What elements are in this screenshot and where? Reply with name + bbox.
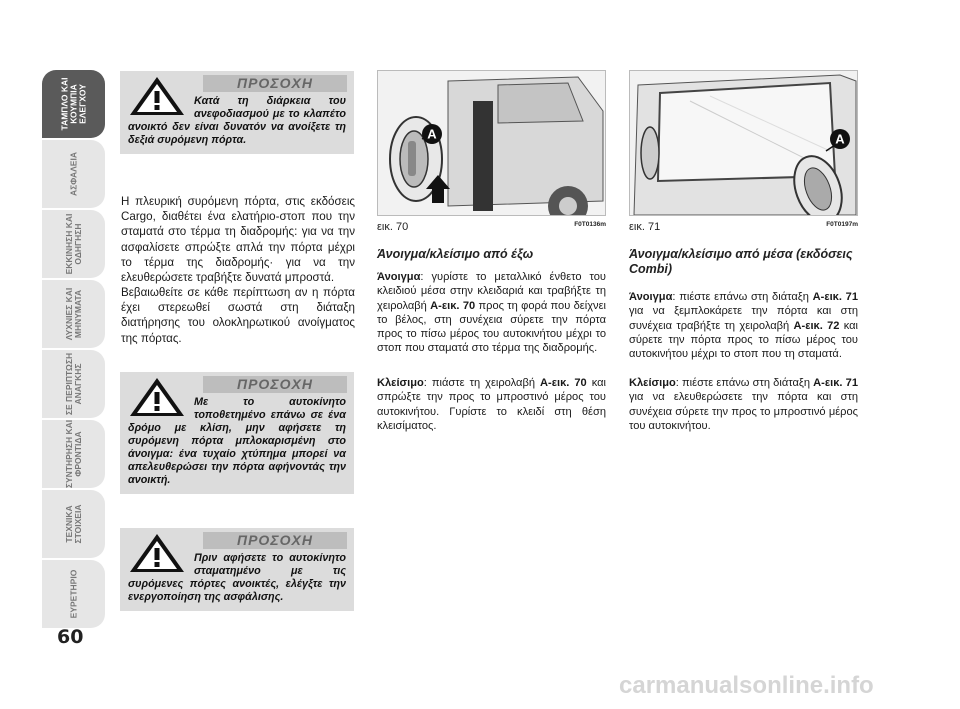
text-part: : πιέστε επάνω στη διάταξη [675, 377, 814, 389]
section-heading: Άνοιγμα/κλείσιμο από μέσα (εκδόσεις Combi) [629, 247, 853, 276]
tab-label: ΤΕΧΝΙΚΑ ΣΤΟΙΧΕΙΑ [63, 504, 83, 544]
warning-triangle-icon [128, 532, 186, 574]
text-part: : γυρίστε το μεταλλικό ένθετο του κλειδιού μέσα στην κλειδαριά και τραβήξτε τη χειρολαβή [377, 271, 606, 312]
warning-triangle-icon [128, 376, 186, 418]
warning-title: ΠΡΟΣΟΧΗ [203, 532, 347, 549]
figure-caption [629, 221, 858, 233]
text-part: για να ξεμπλοκάρετε την πόρτα και στη συνέχεια τραβήξτε τη χειρολαβή [629, 305, 858, 332]
watermark: carmanualsonline.info [619, 672, 874, 699]
warning-box [120, 71, 354, 154]
warning-triangle-icon [128, 75, 186, 117]
figure-reference: A-εικ. 70 [430, 299, 476, 312]
label-close: Κλείσιμο [629, 377, 676, 389]
figure-code: F0T0136m [574, 221, 606, 228]
page-number: 60 [57, 626, 84, 648]
tab-maintenance[interactable] [42, 420, 105, 488]
svg-text:A: A [427, 126, 437, 142]
tab-lights-messages[interactable] [42, 280, 105, 348]
label-close: Κλείσιμο [377, 377, 424, 389]
warning-text: Κατά τη διάρκεια του ανεφοδιασμού με το κλαπέτο ανοικτό δεν είναι δυνατόν να ανοίξετε τη δεξιά συρόμενη πόρτα. [128, 95, 346, 146]
instruction-close [377, 376, 606, 433]
instruction-close [629, 376, 858, 433]
figure-code: F0T0197m [826, 221, 858, 228]
instruction-open [377, 270, 606, 356]
label-open: Άνοιγμα [377, 271, 421, 283]
tab-dashboard-controls[interactable] [42, 70, 105, 138]
tab-label: ΕΚΚΙΝΗΣΗ ΚΑΙ ΟΔΗΓΗΣΗ [63, 213, 83, 275]
warning-title: ΠΡΟΣΟΧΗ [203, 376, 347, 393]
figure-interior-door-release [629, 70, 858, 216]
chapter-tabs [42, 70, 105, 630]
callout-marker-a [421, 123, 443, 145]
body-paragraph: Βεβαιωθείτε σε κάθε περίπτωση αν η πόρτα έχει στερεωθεί σωστά στη διάταξη διατήρησης του ολοκληρωτικού ανοίγματος της πόρτας. [121, 286, 355, 345]
tab-emergency[interactable] [42, 350, 105, 418]
text-part: και σύρετε την πόρτα προς το πίσω μέρος του αυτοκινήτου μέχρι το στοπ που τη σταματά. [629, 319, 858, 361]
instruction-open [629, 290, 858, 361]
label-open: Άνοιγμα [629, 291, 673, 303]
warning-text: Με το αυτοκίνητο τοποθετημένο επάνω σε ένα δρόμο με κλίση, μην αφήσετε τη συρόμενη πόρτα μπλοκαρισμένη στο άνοιγμα: ένα τυχαίο χτύπημα μπορεί να απελευθερώσει την πόρτα αφήνοντάς την ανοικτή. [128, 396, 346, 486]
text-part: : πιάστε τη χειρολαβή [423, 377, 541, 389]
tab-label: ΣΕ ΠΕΡΙΠΤΩΣΗ ΑΝΑΓΚΗΣ [63, 352, 83, 416]
tab-label: ΛΥΧΝΙΕΣ ΚΑΙ ΜΗΝΥΜΑΤΑ [63, 287, 83, 341]
figure-reference: A-εικ. 72 [793, 319, 840, 332]
tab-label: ΣΥΝΤΗΡΗΣΗ ΚΑΙ ΦΡΟΝΤΙΔΑ [63, 419, 83, 489]
figure-caption [377, 221, 606, 233]
text-part: : πιέστε επάνω στη διάταξη [672, 291, 813, 303]
warning-title: ΠΡΟΣΟΧΗ [203, 75, 347, 92]
warning-box [120, 528, 354, 611]
tab-index[interactable] [42, 560, 105, 628]
svg-text:A: A [835, 131, 845, 147]
caption-label: εικ. 71 [629, 221, 661, 233]
tab-starting-driving[interactable] [42, 210, 105, 278]
tab-label: ΑΣΦΑΛΕΙΑ [68, 152, 78, 196]
warning-box [120, 372, 354, 494]
callout-marker-a [829, 128, 851, 150]
tab-safety[interactable] [42, 140, 105, 208]
figure-exterior-door-handle [377, 70, 606, 216]
text-part: προς τη φορά που δείχνει το βέλος, στη συνέχεια σύρετε την πόρτα προς το πίσω μέρος του αυτοκινήτου μέχρι το στοπ που σταματά στο τέρμα της διαδρομής. [377, 299, 606, 355]
tab-label: ΕΥΡΕΤΗΡΙΟ [68, 569, 78, 619]
figure-reference: A-εικ. 70 [540, 377, 587, 389]
caption-label: εικ. 70 [377, 221, 409, 233]
text-part: και σπρώξτε την προς το μπροστινό μέρος του αυτοκινήτου. Γυρίστε το κλειδί στη θέση κλεισίματος. [377, 377, 607, 432]
warning-text: Πριν αφήσετε το αυτοκίνητο σταματημένο με τις συρόμενες πόρτες ανοικτές, ελέγξτε την ενεργοποίηση της ασφάλισης. [128, 552, 346, 603]
body-paragraph: Η πλευρική συρόμενη πόρτα, στις εκδόσεις Cargo, διαθέτει ένα ελατήριο-στοπ που την σταματά στο τέρμα τη διαδρομής: για να την ασφαλίσετε σπρώξτε απλά την πόρτα μέχρι το τέρμα της διαδρομής· για να την ελευθερώσετε τραβήξτε δυνατά μπροστά. [121, 195, 355, 285]
tab-technical-data[interactable] [42, 490, 105, 558]
tab-label: ΤΑΜΠΛΟ ΚΑΙ ΚΟΥΜΠΙΑ ΕΛΕΓΧΟΥ [59, 77, 87, 131]
figure-reference: A-εικ. 71 [813, 377, 858, 389]
figure-reference: A-εικ. 71 [812, 291, 858, 303]
text-part: για να ελευθερώσετε την πόρτα και στη συνέχεια σύρετε την προς το μπροστινό μέρος του αυτοκινήτου. [629, 391, 858, 432]
section-heading: Άνοιγμα/κλείσιμο από έξω [377, 247, 534, 261]
